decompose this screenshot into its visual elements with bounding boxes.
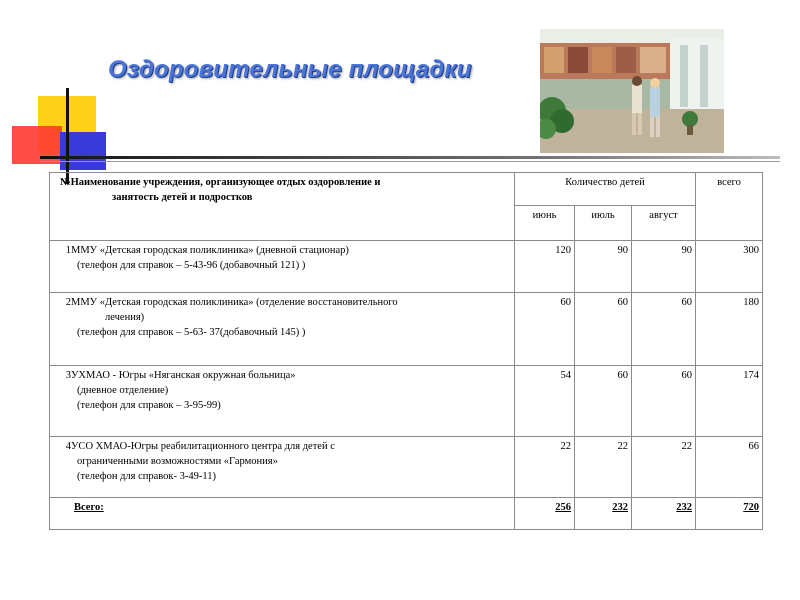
row-july: 60 (575, 293, 632, 366)
row-july: 90 (575, 241, 632, 293)
row-line3: (телефон для справок – 3-95-99) (77, 400, 221, 411)
header-month-june: июнь (515, 206, 575, 241)
row-name-cell (50, 437, 515, 498)
table-row (50, 366, 763, 437)
header-num-label: № (60, 177, 71, 188)
header-total-label: всего (717, 177, 741, 188)
header-name-line1: Наименование учреждения, организующее отдых оздоровление и (70, 177, 381, 188)
row-june: 60 (515, 293, 575, 366)
row-line2: ограниченными возможностями «Гармония» (77, 456, 278, 467)
totals-total-cell (696, 498, 763, 530)
row-line3: (телефон для справок- 3-49-11) (77, 471, 217, 482)
row-index: 3 (65, 370, 71, 381)
decor-horizontal-rule (40, 156, 780, 159)
row-total: 300 (696, 241, 763, 293)
totals-label: Всего: (74, 502, 104, 513)
row-name-cell (50, 241, 515, 293)
row-index: 1 (65, 245, 71, 256)
header-name-line2: занятость детей и подростков (112, 192, 253, 203)
header-name-cell (50, 173, 515, 241)
row-july: 60 (575, 366, 632, 437)
header-count-label: Количество детей (565, 177, 645, 188)
row-line2: (дневное отделение) (77, 385, 169, 396)
table-row (50, 293, 763, 366)
row-index: 4 (65, 441, 71, 452)
row-june: 54 (515, 366, 575, 437)
facilities-table (49, 172, 763, 530)
row-august: 90 (632, 241, 696, 293)
row-june: 120 (515, 241, 575, 293)
header-count-cell (515, 173, 696, 206)
row-line1: УСО ХМАО-Югры реабилитационного центра для детей с (71, 441, 335, 452)
row-total: 174 (696, 366, 763, 437)
row-line2: (телефон для справок – 5-43-96 (добавочный 121) ) (77, 260, 306, 271)
row-line1: ММУ «Детская городская поликлиника» (дневной стационар) (71, 245, 349, 256)
row-index: 2 (65, 297, 71, 308)
totals-total: 720 (743, 502, 760, 513)
page-title: Оздоровительные площадки (108, 56, 472, 83)
header-month-july: июль (575, 206, 632, 241)
row-august: 60 (632, 366, 696, 437)
row-line1: ММУ «Детская городская поликлиника» (отделение восстановительного (71, 297, 398, 308)
header-total-cell (696, 173, 763, 241)
row-line1: УХМАО - Югры «Няганская окружная больница» (71, 370, 296, 381)
totals-july-cell (575, 498, 632, 530)
row-total: 180 (696, 293, 763, 366)
row-july: 22 (575, 437, 632, 498)
row-name-cell (50, 293, 515, 366)
hospital-hall-photo (540, 29, 724, 153)
row-line3: (телефон для справок – 5-63- 37(добавочный 145) ) (77, 327, 306, 338)
table-row (50, 241, 763, 293)
row-total: 66 (696, 437, 763, 498)
decor-horizontal-rule-thin (40, 161, 780, 162)
table-row (50, 437, 763, 498)
totals-row (50, 498, 763, 530)
totals-july: 232 (612, 502, 628, 513)
table-header-row (50, 173, 763, 206)
row-august: 60 (632, 293, 696, 366)
totals-august-cell (632, 498, 696, 530)
totals-label-cell (50, 498, 515, 530)
totals-june: 256 (555, 502, 571, 513)
header-month-august: август (632, 206, 696, 241)
row-line2: лечения) (105, 312, 145, 323)
row-june: 22 (515, 437, 575, 498)
row-august: 22 (632, 437, 696, 498)
decor-vertical-line (66, 88, 69, 184)
totals-june-cell (515, 498, 575, 530)
row-name-cell (50, 366, 515, 437)
totals-august: 232 (676, 502, 693, 513)
